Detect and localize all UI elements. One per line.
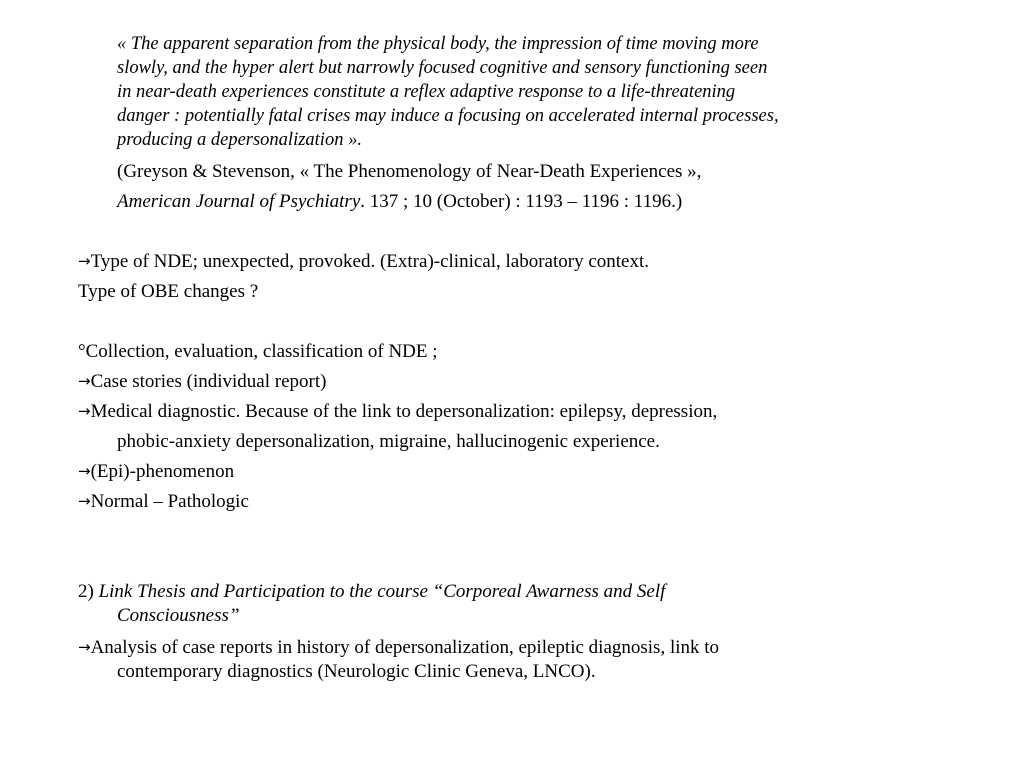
section3-title-continuation: Consciousness” [117, 605, 240, 626]
section2-item-1-text: Case stories (individual report) [90, 371, 327, 392]
section3-number: 2) [78, 581, 99, 602]
section3-item-1-continuation: contemporary diagnostics (Neurologic Clinic Geneva, LNCO). [117, 661, 596, 682]
section3-item-1 [78, 636, 719, 660]
arrow-right-icon: → [78, 252, 91, 270]
section3-title-text: Link Thesis and Participation to the course “Corporeal Awarness and Self [98, 581, 666, 602]
section2-item-3 [78, 460, 234, 484]
arrow-right-icon: → [78, 492, 91, 510]
citation-line-2 [117, 190, 682, 214]
quote-line-4: danger : potentially fatal crises may induce a focusing on accelerated internal processes, [117, 106, 779, 126]
citation-details: . 137 ; 10 (October) : 1193 – 1196 : 1196.) [360, 191, 683, 212]
quote-line-5: producing a depersonalization ». [117, 130, 362, 150]
section1-item-2: Type of OBE changes ? [78, 281, 259, 302]
arrow-right-icon: → [78, 638, 91, 656]
section3-item-1-text: Analysis of case reports in history of depersonalization, epileptic diagnosis, link to [90, 637, 720, 658]
arrow-right-icon: → [78, 372, 91, 390]
section2-item-2 [78, 400, 717, 424]
citation-line-1: (Greyson & Stevenson, « The Phenomenology of Near-Death Experiences », [117, 161, 702, 182]
section1-item-1 [78, 250, 649, 274]
section2-item-4 [78, 490, 249, 514]
arrow-right-icon: → [78, 462, 91, 480]
section2-item-1 [78, 370, 326, 394]
section1-item-1-text: Type of NDE; unexpected, provoked. (Extra)-clinical, laboratory context. [90, 251, 650, 272]
section2-item-3-text: (Epi)-phenomenon [90, 461, 235, 482]
quote-line-3: in near-death experiences constitute a reflex adaptive response to a life-threatening [117, 82, 736, 102]
quote-line-2: slowly, and the hyper alert but narrowly focused cognitive and sensory functioning seen [117, 58, 768, 78]
arrow-right-icon: → [78, 402, 91, 420]
section3-title [78, 580, 665, 604]
section2-item-2-continuation: phobic-anxiety depersonalization, migraine, hallucinogenic experience. [117, 431, 660, 452]
quote-line-1: « The apparent separation from the physical body, the impression of time moving more [117, 34, 759, 54]
section2-item-2-text: Medical diagnostic. Because of the link to depersonalization: epilepsy, depression, [90, 401, 718, 422]
citation-journal: American Journal of Psychiatry [117, 191, 361, 212]
section2-heading: °Collection, evaluation, classification of NDE ; [78, 341, 438, 362]
section2-item-4-text: Normal – Pathologic [90, 491, 249, 512]
